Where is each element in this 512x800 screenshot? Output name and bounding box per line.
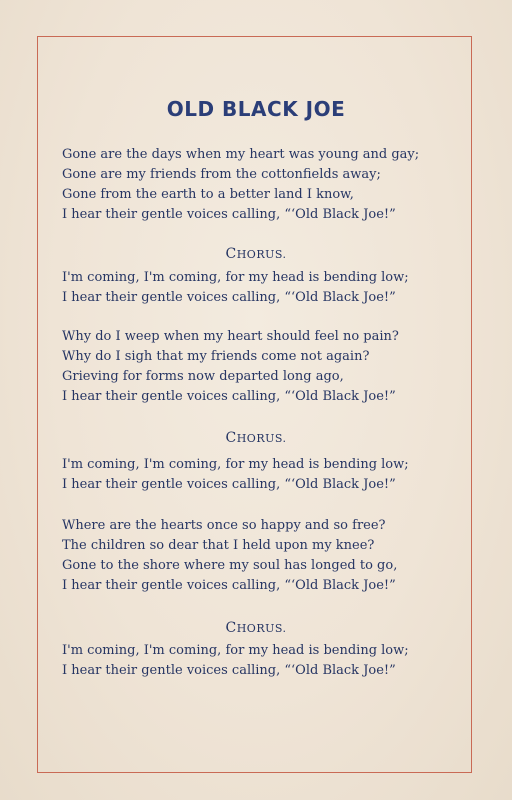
chorus-line: I hear their gentle voices calling, “‘Old Black Joe!” <box>62 663 396 678</box>
chorus-label-initial: C <box>225 430 237 446</box>
verse-line: I hear their gentle voices calling, “‘Old Black Joe!” <box>62 578 396 593</box>
chorus-3 <box>62 641 462 681</box>
chorus-1 <box>62 268 462 308</box>
chorus-label-rest: HORUS. <box>236 248 287 261</box>
chorus-2 <box>62 455 462 495</box>
chorus-label <box>0 620 512 636</box>
verse-1 <box>62 145 462 225</box>
verse-line: Why do I sigh that my friends come not again? <box>62 349 370 364</box>
chorus-label-initial: C <box>225 246 237 262</box>
verse-line: Gone to the shore where my soul has longed to go, <box>62 558 398 573</box>
song-title: OLD BLACK JOE <box>166 97 346 121</box>
chorus-line: I'm coming, I'm coming, for my head is bending low; <box>62 643 409 658</box>
verse-line: Gone are the days when my heart was young and gay; <box>62 147 420 162</box>
verse-line: I hear their gentle voices calling, “‘Old Black Joe!” <box>62 207 396 222</box>
chorus-label <box>0 246 512 262</box>
verse-line: The children so dear that I held upon my knee? <box>62 538 375 553</box>
chorus-line: I hear their gentle voices calling, “‘Old Black Joe!” <box>62 477 396 492</box>
verse-line: Grieving for forms now departed long ago, <box>62 369 344 384</box>
verse-line: Gone are my friends from the cottonfields away; <box>62 167 381 182</box>
verse-line: I hear their gentle voices calling, “‘Old Black Joe!” <box>62 389 396 404</box>
chorus-label-rest: HORUS. <box>236 622 287 635</box>
chorus-label-rest: HORUS. <box>236 432 287 445</box>
chorus-label <box>0 430 512 446</box>
chorus-line: I'm coming, I'm coming, for my head is bending low; <box>62 270 409 285</box>
chorus-label-initial: C <box>225 620 237 636</box>
chorus-line: I hear their gentle voices calling, “‘Old Black Joe!” <box>62 290 396 305</box>
verse-line: Where are the hearts once so happy and so free? <box>62 518 386 533</box>
verse-line: Why do I weep when my heart should feel no pain? <box>62 329 399 344</box>
verse-3 <box>62 516 462 596</box>
verse-2 <box>62 327 462 407</box>
verse-line: Gone from the earth to a better land I know, <box>62 187 354 202</box>
chorus-line: I'm coming, I'm coming, for my head is bending low; <box>62 457 409 472</box>
